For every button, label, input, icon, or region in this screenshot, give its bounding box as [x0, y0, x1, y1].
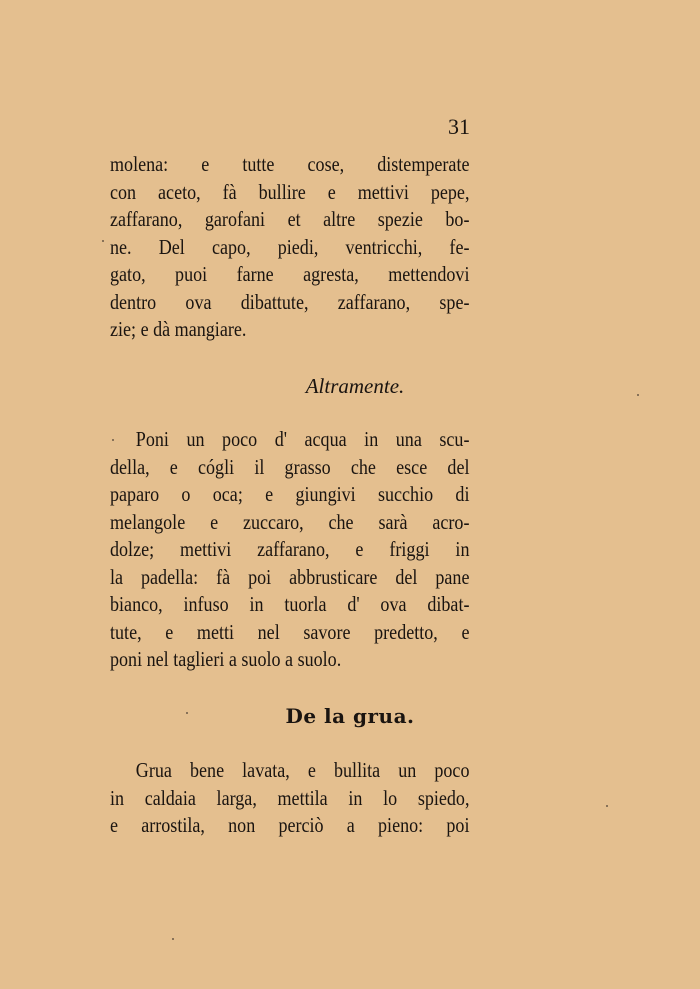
page-number: 31 — [448, 114, 470, 139]
text-line: dolze; mettivi zaffarano, e friggi in — [110, 537, 470, 561]
text-line: gato, puoi farne agresta, mettendovi — [110, 262, 470, 286]
paragraph-1 — [110, 151, 470, 344]
paragraph-3 — [110, 757, 470, 840]
text-line: e arrostila, non perciò a pieno: poi — [110, 813, 470, 837]
text-line: zie; e dà mangiare. — [110, 317, 247, 341]
paper-speck — [172, 938, 174, 940]
text-line: dentro ova dibattute, zaffarano, spe- — [110, 289, 470, 314]
paper-speck — [112, 439, 114, 441]
text-line: tute, e metti nel savore predetto, e — [110, 619, 470, 644]
text-line: in caldaia larga, mettila in lo spiedo, — [110, 785, 470, 810]
paper-speck — [186, 712, 188, 714]
text-line: poni nel taglieri a suolo a suolo. — [110, 647, 342, 671]
paragraph-2 — [110, 426, 470, 674]
text-line: con aceto, fà bullire e mettivi pepe, — [110, 179, 470, 204]
text-line: paparo o oca; e giungivi succhio di — [110, 482, 470, 506]
text-line: zaffarano, garofani et altre spezie bo- — [110, 207, 470, 231]
text-line: della, e cógli il grasso che esce del — [110, 454, 470, 479]
text-line: bianco, infuso in tuorla d' ova dibat- — [110, 592, 470, 616]
text-line: ne. Del capo, piedi, ventricchi, fe- — [110, 234, 470, 259]
paper-speck — [606, 805, 608, 807]
paper-speck — [102, 240, 104, 242]
section-heading-altramente: Altramente. — [305, 374, 405, 398]
text-line: molena: e tutte cose, distemperate — [110, 152, 470, 176]
text-line: Poni un poco d' acqua in una scu- — [135, 427, 470, 451]
section-heading-de-la-grua: De la grua. — [285, 704, 415, 728]
paper-speck — [637, 394, 639, 396]
text-line: Grua bene lavata, e bullita un poco — [135, 758, 470, 782]
text-line: melangole e zuccaro, che sarà acro- — [110, 509, 470, 534]
text-line: la padella: fà poi abbrusticare del pane — [110, 564, 470, 589]
